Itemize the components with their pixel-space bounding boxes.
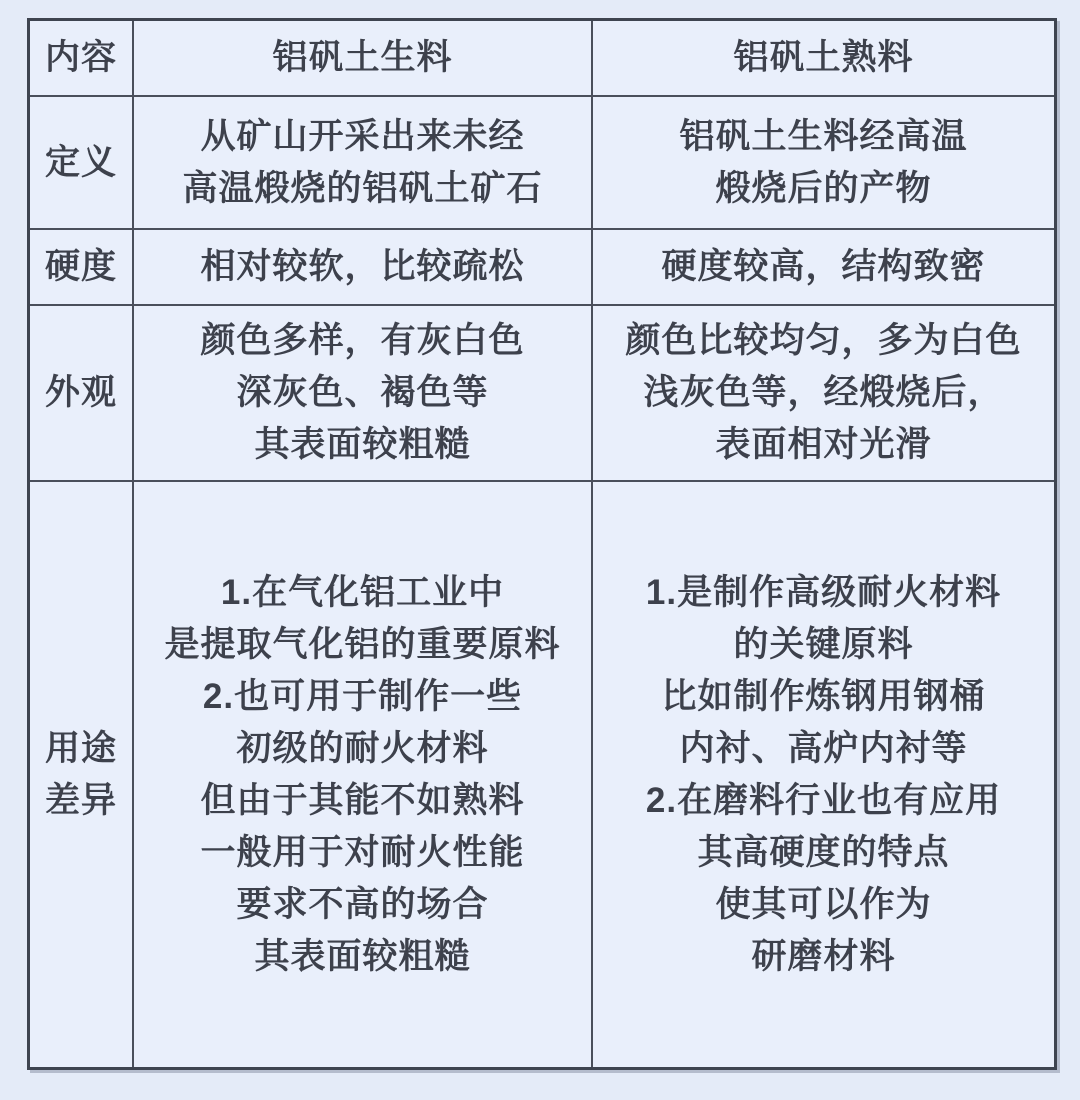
text-line: 外观 — [44, 373, 117, 412]
text-line: 1.在气化铝工业中 — [220, 572, 505, 612]
text-line: 颜色多样，有灰白色 — [200, 321, 525, 360]
header-cell-content: 内容 — [30, 21, 134, 95]
definition-raw-cell — [134, 97, 593, 228]
appearance-raw-cell — [134, 306, 593, 480]
usage-raw-cell — [134, 482, 593, 1067]
text-line: 一般用于对耐火性能 — [200, 832, 525, 872]
text-line: 浅灰色等，经煅烧后， — [643, 373, 1004, 412]
text-line: 初级的耐火材料 — [236, 728, 489, 768]
row-label-definition — [30, 97, 134, 228]
text-line: 煅烧后的产物 — [715, 168, 932, 208]
text-line: 其高硬度的特点 — [697, 832, 950, 872]
table-row-definition — [30, 97, 1054, 230]
text-line: 硬度较高，结构致密 — [661, 247, 986, 286]
comparison-table-wrapper — [27, 18, 1057, 1070]
text-line: 2.在磨料行业也有应用 — [645, 780, 1002, 820]
table-row-hardness — [30, 230, 1054, 306]
table-row-appearance — [30, 306, 1054, 482]
appearance-clinker-cell — [593, 306, 1054, 480]
text-line: 颜色比较均匀，多为白色 — [625, 321, 1022, 360]
text-line: 其表面较粗糙 — [254, 936, 471, 976]
text-line: 用途 — [44, 728, 117, 768]
bauxite-comparison-table — [27, 18, 1057, 1070]
header-cell-raw-bauxite: 铝矾土生料 — [134, 21, 593, 95]
text-line: 铝矾土生料经高温 — [679, 116, 968, 156]
text-line: 深灰色、褐色等 — [236, 373, 489, 412]
text-line: 要求不高的场合 — [236, 884, 489, 924]
text-line: 研磨材料 — [751, 936, 896, 976]
text-line: 2.也可用于制作一些 — [202, 676, 523, 716]
text-line: 相对较软，比较疏松 — [200, 247, 525, 286]
text-line: 内衬、高炉内衬等 — [679, 728, 968, 768]
text-line: 硬度 — [44, 247, 117, 286]
text-line: 表面相对光滑 — [715, 425, 932, 464]
definition-clinker-cell — [593, 97, 1054, 228]
header-cell-clinker-bauxite: 铝矾土熟料 — [733, 38, 914, 77]
text-line: 从矿山开采出来未经 — [200, 116, 525, 156]
text-line: 高温煅烧的铝矾土矿石 — [182, 168, 543, 208]
row-label-usage-difference — [30, 482, 134, 1067]
text-line: 差异 — [44, 780, 117, 820]
text-line: 的关键原料 — [733, 624, 914, 664]
text-line: 比如制作炼钢用钢桶 — [661, 676, 986, 716]
table-row-usage-difference — [30, 482, 1054, 1067]
text-line: 是提取气化铝的重要原料 — [164, 624, 561, 664]
text-line: 但由于其能不如熟料 — [200, 780, 525, 820]
hardness-raw-cell — [134, 230, 593, 304]
usage-clinker-cell — [593, 482, 1054, 1067]
text-line: 定义 — [44, 142, 117, 182]
text-line: 1.是制作高级耐火材料 — [645, 572, 1002, 612]
row-label-hardness — [30, 230, 134, 304]
text-line: 其表面较粗糙 — [254, 425, 471, 464]
table-header-row — [30, 21, 1054, 97]
text-line: 使其可以作为 — [715, 884, 932, 924]
row-label-appearance — [30, 306, 134, 480]
hardness-clinker-cell — [593, 230, 1054, 304]
